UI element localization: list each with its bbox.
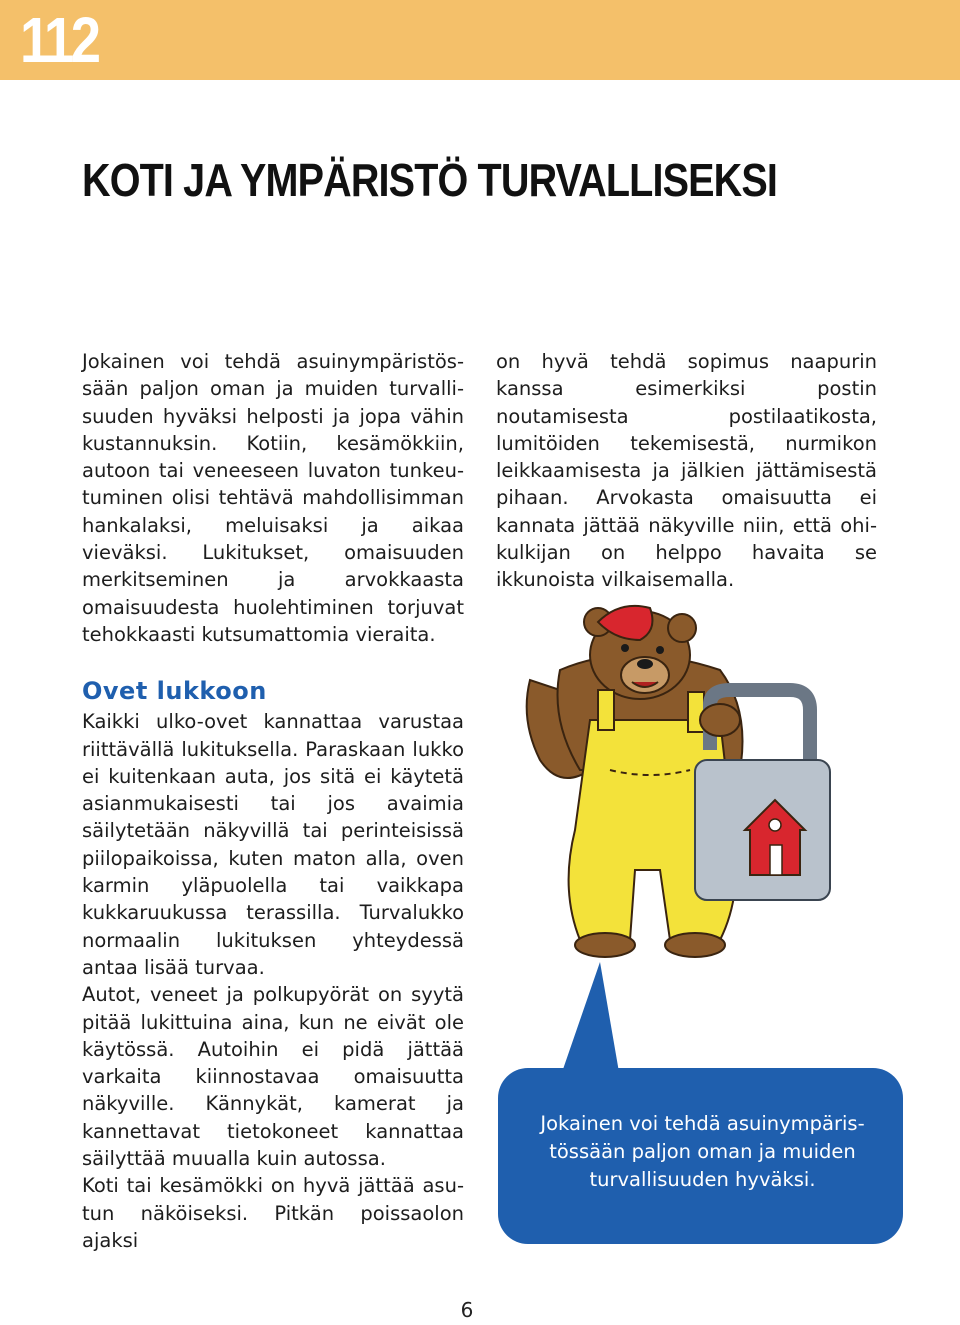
page-number: 6 — [460, 1298, 474, 1322]
bear-with-padlock-illustration — [520, 600, 850, 960]
doors-paragraph: Kaikki ulko-ovet kannattaa varustaa riittävällä lukituksella. Paraskaan lukko ei kuitenkaan auta, jos sitä ei käytetä asianmukaisesti tai jos avaimia säilytetään näkyvillä tai perinteisissä piilopaikoissa, kuten maton alla, oven karmin yläpuolella tai vaikkapa kukkaruukussa terassilla. Turvalukko normaalin lukituksen yhteydessä antaa lisää turvaa. — [82, 710, 464, 979]
speech-bubble-tail — [560, 962, 620, 1078]
right-column — [496, 348, 877, 594]
page-title: KOTI JA YMPÄRISTÖ TURVALLISEKSI — [82, 154, 778, 206]
page-badge: 112 — [20, 4, 98, 76]
left-column — [82, 348, 464, 1254]
intro-paragraph: Jokainen voi tehdä asuinympäristössään paljon oman ja muiden turvallisuuden hyväksi helposti ja jopa vähin kustannuksin. Kotiin, kesämökkiin, autoon tai veneeseen luvaton tunkeutuminen olisi tehtävä mahdollisimman hankalaksi, meluisaksi ja aikaa vieväksi. Lukitukset, omaisuuden merkitseminen ja arvokkaasta omaisuudesta huolehtiminen torjuvat tehokkaasti kutsumattomia vieraita. — [82, 350, 464, 646]
cottage-paragraph: Koti tai kesämökki on hyvä jättää asutun näköiseksi. Pitkän poissaolon ajaksi — [82, 1174, 464, 1252]
vehicles-paragraph: Autot, veneet ja polkupyörät on syytä pitää lukittuina aina, kun ne eivät ole käytössä. Autoihin ei pidä jättää varkaita kiinnostavaa omaisuutta näkyville. Kännykät, kamerat ja kannettavat tietokoneet kannattaa säilyttää muualla kuin autossa. — [82, 983, 464, 1171]
continuation-paragraph: on hyvä tehdä sopimus naapurin kanssa esimerkiksi postin noutamisesta postilaatikosta, lumitöiden tekemisestä, nurmikon leikkaamisesta ja jälkien jättämisestä pihaan. Arvokasta omaisuutta ei kannata jättää näkyville niin, että ohikulkijan on helppo havaita se ikkunoista vilkaisemalla. — [496, 350, 877, 592]
speech-bubble-text: Jokainen voi tehdä asuinympäristössään paljon oman ja muiden turvallisuuden hyväksi. — [540, 1112, 865, 1191]
header-band — [0, 0, 960, 80]
section-heading: Ovet lukkoon — [82, 677, 267, 706]
